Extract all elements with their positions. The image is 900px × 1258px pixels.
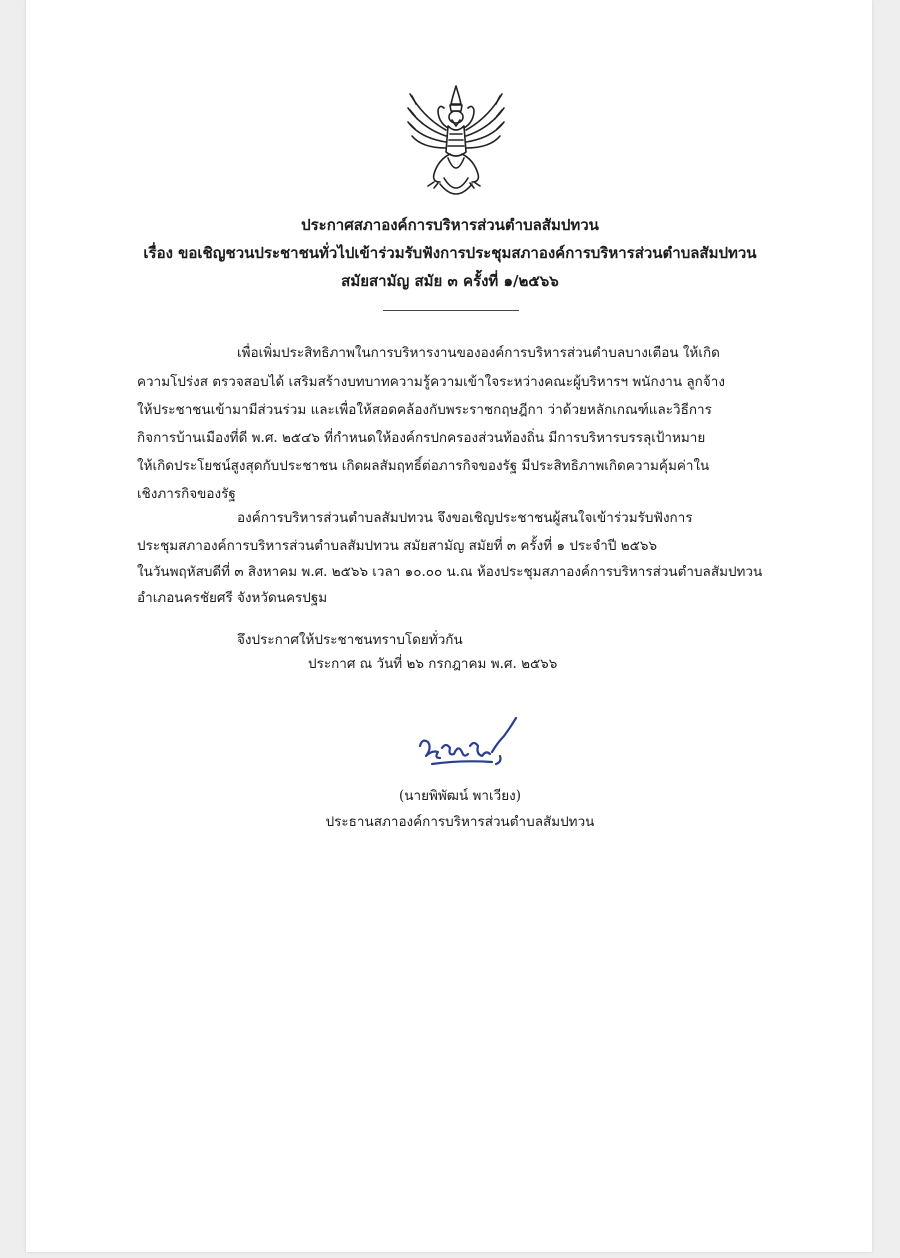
paragraph1-line: เชิงภารกิจของรัฐ xyxy=(137,486,236,502)
paragraph1-line: ความโปร่งส ตรวจสอบได้ เสริมสร้างบทบาทความรู้ความเข้าใจระหว่างคณะผู้บริหารฯ พนักงาน ลูกจ้าง xyxy=(137,374,725,390)
announcement-subject: เรื่อง ขอเชิญชวนประชาชนทั่วไปเข้าร่วมรับฟังการประชุมสภาองค์การบริหารส่วนตำบลสัมปทวน xyxy=(143,244,757,262)
announcement-session: สมัยสามัญ สมัย ๓ ครั้งที่ ๑/๒๕๖๖ xyxy=(341,272,559,290)
announcement-title: ประกาศสภาองค์การบริหารส่วนตำบลสัมปทวน xyxy=(301,216,599,234)
closing-statement: จึงประกาศให้ประชาชนทราบโดยทั่วกัน xyxy=(237,632,463,648)
paragraph1-line: ให้ประชาชนเข้ามามีส่วนร่วม และเพื่อให้สอดคล้องกับพระราชกฤษฎีกา ว่าด้วยหลักเกณฑ์และวิธีการ xyxy=(137,402,712,418)
announcement-date: ประกาศ ณ วันที่ ๒๖ กรกฎาคม พ.ศ. ๒๕๖๖ xyxy=(308,656,558,672)
handwritten-signature xyxy=(412,712,524,774)
garuda-emblem-icon xyxy=(404,82,508,200)
paragraph1-line: ให้เกิดประโยชน์สูงสุดกับประชาชน เกิดผลสัมฤทธิ์ต่อภารกิจของรัฐ มีประสิทธิภาพเกิดความคุ้มค่าใน xyxy=(137,458,710,474)
signatory-name: (นายพิพัฒน์ พาเวียง) xyxy=(399,788,521,804)
paragraph2-line: องค์การบริหารส่วนตำบลสัมปทวน จึงขอเชิญประชาชนผู้สนใจเข้าร่วมรับฟังการ xyxy=(237,510,693,526)
paragraph2-line: ในวันพฤหัสบดีที่ ๓ สิงหาคม พ.ศ. ๒๕๖๖ เวลา ๑๐.๐๐ น.ณ ห้องประชุมสภาองค์การบริหารส่วนตำบลสัมปทวน xyxy=(137,564,763,580)
header-divider xyxy=(383,310,519,311)
signatory-position: ประธานสภาองค์การบริหารส่วนตำบลสัมปทวน xyxy=(325,814,595,830)
paragraph1-line: กิจการบ้านเมืองที่ดี พ.ศ. ๒๕๔๖ ที่กำหนดให้องค์กรปกครองส่วนท้องถิ่น มีการบริหารบรรลุเป้าหมาย xyxy=(137,430,706,446)
paragraph2-line: ประชุมสภาองค์การบริหารส่วนตำบลสัมปทวน สมัยสามัญ สมัยที่ ๓ ครั้งที่ ๑ ประจำปี ๒๕๖๖ xyxy=(137,538,658,554)
paragraph2-line: อำเภอนครชัยศรี จังหวัดนครปฐม xyxy=(137,590,328,606)
paragraph1-line: เพื่อเพิ่มประสิทธิภาพในการบริหารงานขององค์การบริหารส่วนตำบลบางเตือน ให้เกิด xyxy=(237,345,720,361)
